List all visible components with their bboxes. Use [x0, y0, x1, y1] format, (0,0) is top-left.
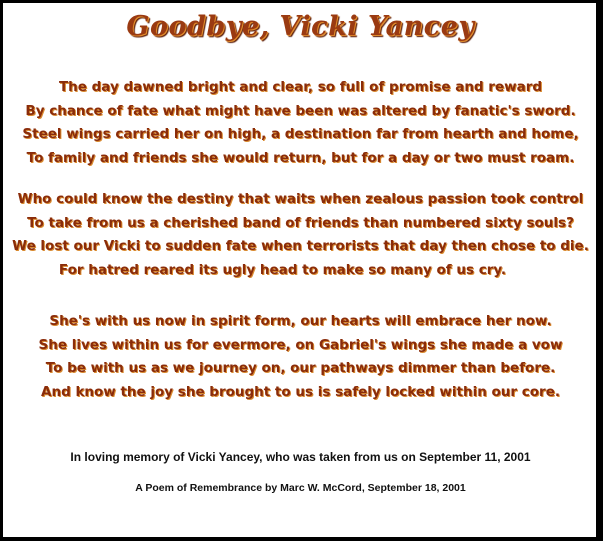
poem-line: She lives within us for evermore, on Gabriel's wings she made a vow [38, 336, 563, 353]
poem-line: For hatred reared its ugly head to make so many of us cry. [58, 261, 507, 278]
poem-line: Steel wings carried her on high, a destination far from hearth and home, [22, 126, 579, 142]
poem-line: To take from us a cherished band of friends than numbered sixty souls? [27, 214, 574, 231]
poem-line: To family and friends she would return, but for a day or two must roam. [26, 149, 575, 166]
poem-line: By chance of fate what might have been was altered by fanatic's sword. [25, 102, 576, 119]
stanza-2 [3, 188, 598, 282]
stanza-1 [3, 76, 598, 170]
poem-line: And know the joy she brought to us is safely locked within our core. [41, 383, 560, 400]
poem-line: She's with us now in spirit form, our hearts will embrace her now. [49, 313, 552, 329]
poem-title: Goodbye, Vicki Yancey [126, 11, 475, 42]
stanza-3 [3, 310, 598, 404]
poem-line: We lost our Vicki to sudden fate when terrorists that day then chose to die. [12, 238, 589, 254]
memorial-dedication: In loving memory of Vicki Yancey, who was taken from us on September 11, 2001 [70, 450, 531, 464]
poem-page [3, 3, 598, 537]
author-credit: A Poem of Remembrance by Marc W. McCord, September 18, 2001 [135, 482, 466, 494]
poem-line: The day dawned bright and clear, so full of promise and reward [58, 79, 543, 95]
poem-line: Who could know the destiny that waits when zealous passion took control [17, 191, 584, 207]
poem-line: To be with us as we journey on, our pathways dimmer than before. [45, 360, 556, 376]
